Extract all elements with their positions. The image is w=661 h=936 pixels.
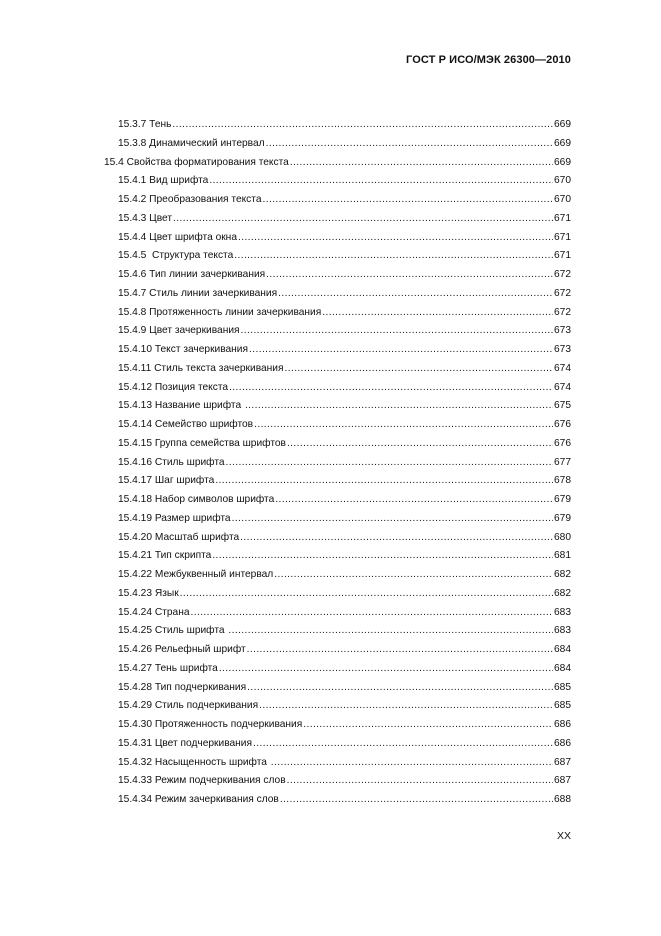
toc-dot-leader — [241, 322, 553, 340]
toc-entry-number: 15.4.27 — [118, 662, 152, 674]
toc-entry-title: Свойства форматирования текста — [126, 156, 289, 168]
toc-entry-title: Цвет — [149, 212, 172, 224]
toc-entry-number: 15.4.20 — [118, 531, 152, 543]
toc-entry — [118, 397, 571, 415]
toc-entry-title: Вид шрифта — [149, 175, 209, 187]
toc-dot-leader — [303, 716, 553, 734]
toc-entry — [118, 697, 571, 715]
toc-entry-number: 15.4.16 — [118, 456, 152, 468]
toc-entry — [118, 585, 571, 603]
toc-entry-title: Цвет зачеркивания — [149, 325, 240, 337]
toc-entry-page: 671 — [554, 250, 571, 262]
toc-entry — [118, 304, 571, 322]
toc-entry-number: 15.4.30 — [118, 719, 152, 730]
toc-entry-page: 674 — [554, 362, 571, 374]
toc-entry-page: 671 — [554, 231, 571, 243]
toc-entry — [104, 154, 571, 172]
toc-dot-leader — [180, 585, 553, 603]
toc-entry-page: 672 — [554, 306, 571, 318]
toc-entry-number: 15.4.23 — [118, 587, 152, 599]
toc-entry — [118, 285, 571, 303]
toc-entry-number: 15.4.2 — [118, 194, 147, 205]
toc-entry-title: Название шрифта — [154, 400, 244, 412]
toc-dot-leader — [254, 416, 553, 434]
toc-entry-page: 687 — [554, 775, 571, 787]
toc-entry-title: Семейство шрифтов — [154, 419, 254, 430]
toc-entry — [118, 210, 571, 228]
toc-entry-number: 15.4.19 — [118, 512, 152, 524]
toc-entry — [118, 435, 571, 453]
toc-entry — [118, 604, 571, 622]
toc-entry-number: 15.4.26 — [118, 644, 152, 655]
toc-dot-leader — [212, 547, 553, 565]
toc-entry — [118, 360, 571, 378]
toc-dot-leader — [245, 397, 553, 415]
toc-entry — [118, 416, 571, 434]
toc-entry — [118, 491, 571, 509]
toc-entry — [118, 716, 571, 734]
toc-entry-title: Размер шрифта — [154, 512, 231, 524]
toc-entry-number: 15.4.31 — [118, 737, 152, 749]
toc-entry-number: 15.4.13 — [118, 400, 152, 412]
toc-dot-leader — [249, 341, 553, 359]
toc-dot-leader — [232, 510, 553, 528]
toc-dot-leader — [290, 154, 553, 172]
toc-entry — [118, 679, 571, 697]
toc-entry-number: 15.4.7 — [118, 287, 147, 299]
toc-entry-number: 15.4.10 — [118, 344, 152, 355]
toc-entry-number: 15.4.9 — [118, 325, 147, 337]
toc-dot-leader — [278, 285, 553, 303]
toc-dot-leader — [247, 641, 553, 659]
toc-entry — [118, 266, 571, 284]
toc-dot-leader — [280, 791, 553, 809]
toc-dot-leader — [209, 172, 553, 190]
toc-entry-page: 680 — [554, 531, 571, 543]
toc-dot-leader — [259, 697, 553, 715]
toc-entry-number: 15.4 — [104, 156, 124, 168]
toc-entry-title: Позиция текста — [154, 381, 229, 393]
toc-entry-number: 15.4.32 — [118, 756, 152, 768]
toc-entry-title: Стиль линии зачеркивания — [149, 287, 278, 299]
toc-entry-page: 672 — [554, 269, 571, 280]
toc-dot-leader — [287, 435, 553, 453]
toc-entry-page: 675 — [554, 400, 571, 412]
page-number: XX — [556, 830, 571, 842]
toc-entry-number: 15.4.11 — [118, 362, 152, 374]
toc-entry-page: 674 — [554, 381, 571, 393]
toc-entry-page: 686 — [554, 719, 571, 730]
toc-entry-title: Насыщенность шрифта — [154, 756, 270, 768]
toc-dot-leader — [247, 679, 553, 697]
toc-entry-title: Тип скрипта — [154, 550, 212, 562]
toc-entry-number: 15.4.33 — [118, 775, 152, 787]
toc-entry — [118, 229, 571, 247]
toc-entry-page: 685 — [554, 700, 571, 712]
toc-entry-number: 15.4.21 — [118, 550, 152, 562]
toc-entry-number: 15.4.3 — [118, 212, 147, 224]
toc-entry — [118, 660, 571, 678]
toc-entry-page: 686 — [554, 737, 571, 749]
toc-entry-number: 15.4.6 — [118, 269, 147, 280]
toc-dot-leader — [285, 360, 553, 378]
toc-entry — [118, 772, 571, 790]
toc-entry-page: 673 — [554, 344, 571, 355]
toc-dot-leader — [266, 266, 553, 284]
toc-dot-leader — [219, 660, 553, 678]
toc-entry — [118, 454, 571, 472]
toc-entry — [118, 322, 571, 340]
toc-entry-title: Режим подчеркивания слов — [154, 775, 286, 787]
toc-entry-page: 670 — [554, 175, 571, 187]
toc-entry-page: 671 — [554, 212, 571, 224]
toc-entry-title: Масштаб шрифта — [154, 531, 240, 543]
toc-entry-title: Язык — [154, 587, 179, 599]
toc-entry — [118, 341, 571, 359]
toc-entry-page: 676 — [554, 419, 571, 430]
toc-entry-title: Протяженность подчеркивания — [154, 719, 303, 730]
toc-entry — [118, 135, 571, 153]
toc-entry-title: Протяженность линии зачеркивания — [149, 306, 322, 318]
toc-dot-leader — [322, 304, 553, 322]
toc-entry-title: Набор символов шрифта — [154, 494, 275, 505]
toc-entry-page: 683 — [554, 606, 571, 618]
toc-dot-leader — [266, 135, 553, 153]
toc-dot-leader — [271, 754, 553, 772]
toc-entry — [118, 566, 571, 584]
toc-entry-page: 681 — [554, 550, 571, 562]
toc-entry-number: 15.4.28 — [118, 681, 152, 693]
toc-entry-number: 15.4.34 — [118, 794, 152, 805]
toc-entry-page: 676 — [554, 437, 571, 449]
toc-entry — [118, 791, 571, 809]
toc-dot-leader — [253, 735, 553, 753]
toc-entry-title: Тень — [149, 119, 172, 130]
toc-entry-page: 679 — [554, 512, 571, 524]
toc-entry-number: 15.4.17 — [118, 475, 152, 487]
toc-entry-number: 15.4.4 — [118, 231, 147, 243]
toc-dot-leader — [287, 772, 553, 790]
toc-entry-title: Тип подчеркивания — [154, 681, 247, 693]
toc-entry-number: 15.3.7 — [118, 119, 147, 130]
toc-entry — [118, 510, 571, 528]
toc-dot-leader — [275, 491, 553, 509]
toc-entry — [118, 641, 571, 659]
toc-entry-title: Цвет подчеркивания — [154, 737, 252, 749]
toc-dot-leader — [274, 566, 553, 584]
toc-entry-number: 15.4.5 — [118, 250, 147, 262]
toc-entry-number: 15.4.18 — [118, 494, 152, 505]
toc-dot-leader — [191, 604, 554, 622]
toc-entry-title: Тень шрифта — [154, 662, 218, 674]
toc-entry-title: Межбуквенный интервал — [154, 569, 274, 580]
toc-entry — [118, 754, 571, 772]
toc-entry-number: 15.4.24 — [118, 606, 152, 618]
toc-entry-title: Структура текста — [149, 250, 234, 262]
toc-entry-page: 682 — [554, 587, 571, 599]
toc-entry-title: Динамический интервал — [149, 137, 265, 149]
toc-entry — [118, 472, 571, 490]
toc-entry-number: 15.4.14 — [118, 419, 152, 430]
toc-dot-leader — [234, 247, 553, 265]
toc-entry-title: Режим зачеркивания слов — [154, 794, 279, 805]
toc-entry-page: 683 — [554, 625, 571, 637]
toc-entry-page: 684 — [554, 644, 571, 655]
toc-entry-title: Шаг шрифта — [154, 475, 215, 487]
toc-entry-title: Стиль подчеркивания — [154, 700, 259, 712]
toc-entry-number: 15.4.8 — [118, 306, 147, 318]
toc-entry — [118, 172, 571, 190]
toc-entry-page: 673 — [554, 325, 571, 337]
toc-entry — [118, 116, 571, 134]
toc-dot-leader — [228, 622, 553, 640]
toc-entry-page: 669 — [554, 156, 571, 168]
toc-dot-leader — [215, 472, 553, 490]
toc-entry-page: 684 — [554, 662, 571, 674]
toc-dot-leader — [172, 116, 553, 134]
toc-entry-title: Группа семейства шрифтов — [154, 437, 286, 449]
toc-entry-page: 672 — [554, 287, 571, 299]
toc-entry-page: 677 — [554, 456, 571, 468]
toc-entry-number: 15.4.22 — [118, 569, 152, 580]
toc-entry-title: Рельефный шрифт — [154, 644, 246, 655]
toc-entry — [118, 735, 571, 753]
toc-entry-number: 15.4.25 — [118, 625, 152, 637]
toc-entry-number: 15.4.15 — [118, 437, 152, 449]
toc-dot-leader — [226, 454, 553, 472]
toc-entry — [118, 191, 571, 209]
toc-entry-page: 670 — [554, 194, 571, 205]
toc-entry — [118, 529, 571, 547]
toc-dot-leader — [173, 210, 553, 228]
toc-entry-page: 669 — [554, 137, 571, 149]
toc-entry-page: 669 — [554, 119, 571, 130]
toc-entry-title: Тип линии зачеркивания — [149, 269, 266, 280]
document-header: ГОСТ Р ИСО/МЭК 26300—2010 — [406, 54, 571, 66]
toc-entry-title: Стиль шрифта — [154, 625, 228, 637]
toc-entry-title: Стиль текста зачеркивания — [154, 362, 284, 374]
toc-entry-title: Стиль шрифта — [154, 456, 225, 468]
toc-entry-number: 15.4.12 — [118, 381, 152, 393]
toc-entry — [118, 622, 571, 640]
toc-entry — [118, 247, 571, 265]
toc-dot-leader — [238, 229, 553, 247]
toc-entry-page: 682 — [554, 569, 571, 580]
toc-entry-title: Преобразования текста — [149, 194, 262, 205]
toc-entry-number: 15.4.1 — [118, 175, 147, 187]
toc-entry-page: 679 — [554, 494, 571, 505]
toc-dot-leader — [263, 191, 554, 209]
toc-entry-page: 688 — [554, 794, 571, 805]
toc-entry-title: Страна — [154, 606, 190, 618]
toc-entry — [118, 379, 571, 397]
toc-dot-leader — [240, 529, 553, 547]
toc-dot-leader — [229, 379, 553, 397]
toc-entry-number: 15.4.29 — [118, 700, 152, 712]
toc-entry-page: 678 — [554, 475, 571, 487]
toc-entry-title: Текст зачеркивания — [154, 344, 249, 355]
toc-entry — [118, 547, 571, 565]
toc-entry-number: 15.3.8 — [118, 137, 147, 149]
toc-entry-title: Цвет шрифта окна — [149, 231, 237, 243]
toc-entry-page: 687 — [554, 756, 571, 768]
toc-entry-page: 685 — [554, 681, 571, 693]
